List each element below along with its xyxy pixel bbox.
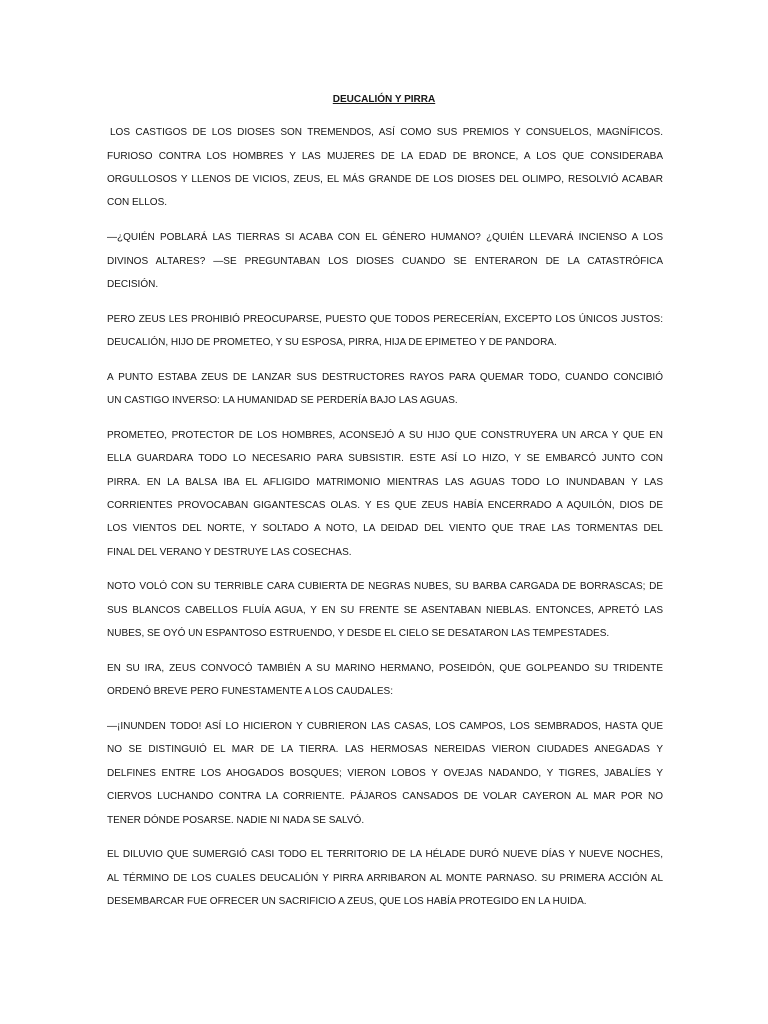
paragraph-line: —¡INUNDEN TODO! ASÍ LO HICIERON Y CUBRIERON LAS CASAS, LOS CAMPOS, LOS SEMBRADOS, HASTA QUE <box>107 720 663 732</box>
paragraph-line: AL TÉRMINO DE LOS CUALES DEUCALIÓN Y PIRRA ARRIBARON AL MONTE PARNASO. SU PRIMERA ACCIÓN AL <box>107 872 663 884</box>
paragraph-line: FINAL DEL VERANO Y DESTRUYE LAS COSECHAS. <box>107 546 352 558</box>
paragraph <box>107 366 663 413</box>
paragraph-line: CON ELLOS. <box>107 197 168 209</box>
paragraph-line: NO SE DISTINGUIÓ EL MAR DE LA TIERRA. LAS HERMOSAS NEREIDAS VIERON CIUDADES ANEGADAS Y <box>107 744 663 756</box>
paragraph-line: LOS VIENTOS DEL NORTE, Y SOLTADO A NOTO, LA DEIDAD DEL VIENTO QUE TRAE LAS TORMENTAS DEL <box>107 523 663 535</box>
paragraph-line: NOTO VOLÓ CON SU TERRIBLE CARA CUBIERTA DE NEGRAS NUBES, SU BARBA CARGADA DE BORRASCAS; DE <box>107 581 663 593</box>
paragraph-line: UN CASTIGO INVERSO: LA HUMANIDAD SE PERDERÍA BAJO LAS AGUAS. <box>107 395 458 407</box>
paragraph-line: LOS CASTIGOS DE LOS DIOSES SON TREMENDOS, ASÍ COMO SUS PREMIOS Y CONSUELOS, MAGNÍFICOS. <box>110 127 663 139</box>
paragraph <box>107 575 663 645</box>
paragraph-line: TENER DÓNDE POSARSE. NADIE NI NADA SE SALVÓ. <box>107 814 365 826</box>
paragraph <box>107 226 663 296</box>
document-title-container <box>0 90 768 110</box>
paragraph <box>107 657 663 704</box>
paragraph-line: CIERVOS LUCHANDO CONTRA LA CORRIENTE. PÁJAROS CANSADOS DE VOLAR CAYERON AL MAR POR NO <box>107 791 663 803</box>
paragraph-line: EL DILUVIO QUE SUMERGIÓ CASI TODO EL TERRITORIO DE LA HÉLADE DURÓ NUEVE DÍAS Y NUEVE NOCHES, <box>107 849 663 861</box>
document-body <box>107 121 663 924</box>
paragraph-line: DEUCALIÓN, HIJO DE PROMETEO, Y SU ESPOSA, PIRRA, HIJA DE EPIMETEO Y DE PANDORA. <box>107 337 557 349</box>
paragraph-line: DECISIÓN. <box>107 278 159 290</box>
paragraph-line: ORGULLOSOS Y LLENOS DE VICIOS, ZEUS, EL MÁS GRANDE DE LOS DIOSES DEL OLIMPO, RESOLVIÓ ACABAR <box>107 174 663 186</box>
paragraph-line: ELLA GUARDARA TODO LO NECESARIO PARA SUBSISTIR. ESTE ASÍ LO HIZO, Y SE EMBARCÓ JUNTO CON <box>107 453 663 465</box>
paragraph-line: DESEMBARCAR FUE OFRECER UN SACRIFICIO A ZEUS, QUE LOS HABÍA PROTEGIDO EN LA HUIDA. <box>107 896 587 907</box>
paragraph-line: FURIOSO CONTRA LOS HOMBRES Y LAS MUJERES DE LA EDAD DE BRONCE, A LOS QUE CONSIDERABA <box>107 150 663 162</box>
paragraph-line: CORRIENTES PROVOCABAN GIGANTESCAS OLAS. Y ES QUE ZEUS HABÍA ENCERRADO A AQUILÓN, DIOS DE <box>107 499 663 511</box>
paragraph <box>107 424 663 564</box>
paragraph-line: EN SU IRA, ZEUS CONVOCÓ TAMBIÉN A SU MARINO HERMANO, POSEIDÓN, QUE GOLPEANDO SU TRIDENTE <box>107 662 663 674</box>
paragraph <box>107 715 663 832</box>
paragraph-line: SUS BLANCOS CABELLOS FLUÍA AGUA, Y EN SU FRENTE SE ASENTABAN NIEBLAS. ENTONCES, APRETÓ LAS <box>107 604 663 616</box>
paragraph <box>107 843 663 913</box>
paragraph-line: PROMETEO, PROTECTOR DE LOS HOMBRES, ACONSEJÓ A SU HIJO QUE CONSTRUYERA UN ARCA Y QUE EN <box>107 429 663 441</box>
paragraph-line: ORDENÓ BREVE PERO FUNESTAMENTE A LOS CAUDALES: <box>107 686 393 698</box>
paragraph-line: PERO ZEUS LES PROHIBIÓ PREOCUPARSE, PUESTO QUE TODOS PERECERÍAN, EXCEPTO LOS ÚNICOS JUSTOS: <box>107 313 663 325</box>
paragraph-line: PIRRA. EN LA BALSA IBA EL AFLIGIDO MATRIMONIO MIENTRAS LAS AGUAS TODO LO INUNDABAN Y LAS <box>107 476 663 488</box>
paragraph-line: NUBES, SE OYÓ UN ESPANTOSO ESTRUENDO, Y DESDE EL CIELO SE DESATARON LAS TEMPESTADES. <box>107 628 610 640</box>
paragraph-line: —¿QUIÉN POBLARÁ LAS TIERRAS SI ACABA CON EL GÉNERO HUMANO? ¿QUIÉN LLEVARÁ INCIENSO A LOS <box>107 232 663 244</box>
paragraph-line: DIVINOS ALTARES? —SE PREGUNTABAN LOS DIOSES CUANDO SE ENTERARON DE LA CATASTRÓFICA <box>107 255 663 267</box>
paragraph-line: A PUNTO ESTABA ZEUS DE LANZAR SUS DESTRUCTORES RAYOS PARA QUEMAR TODO, CUANDO CONCIBIÓ <box>107 371 663 383</box>
paragraph-line: DELFINES ENTRE LOS AHOGADOS BOSQUES; VIERON LOBOS Y OVEJAS NADANDO, Y TIGRES, JABALÍES Y <box>107 767 663 779</box>
paragraph <box>107 308 663 355</box>
paragraph <box>107 121 663 215</box>
document-title: DEUCALIÓN Y PIRRA <box>332 94 436 105</box>
